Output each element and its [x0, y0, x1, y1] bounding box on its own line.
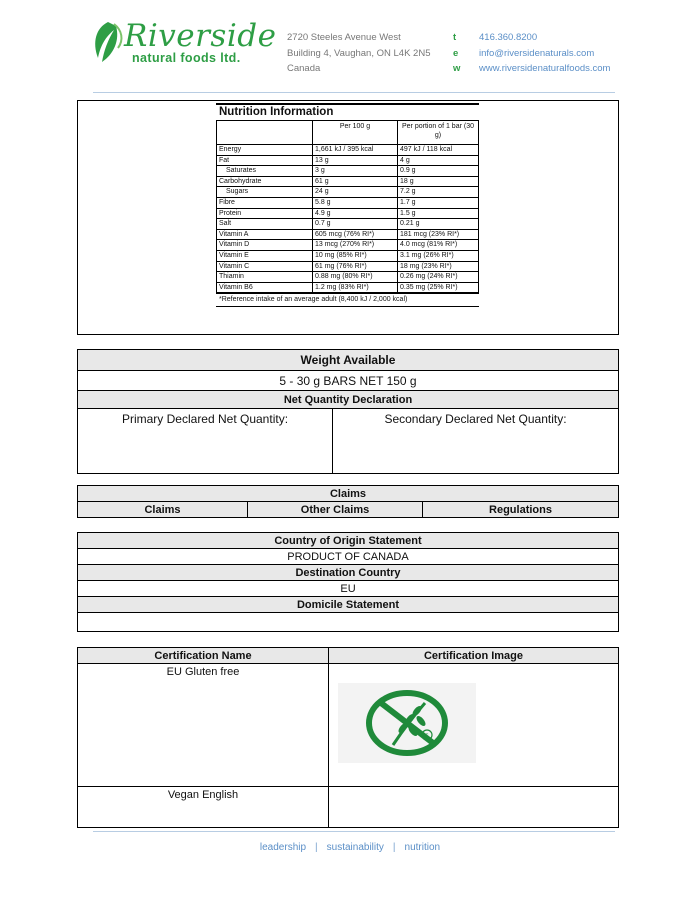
- nutrition-row: [217, 261, 479, 272]
- company-logo-subtitle: natural foods ltd.: [132, 51, 241, 65]
- logo-leaf-icon: [88, 18, 128, 66]
- header-divider: [93, 92, 615, 93]
- regulations-column: Regulations: [423, 502, 619, 518]
- nutrient-per-100g: 61 g: [313, 176, 398, 187]
- svg-text:c: c: [424, 731, 429, 740]
- nutrient-per-100g: 24 g: [313, 187, 398, 198]
- nutrient-per-100g: 10 mg (85% RI*): [313, 250, 398, 261]
- nutrient-per-portion: 0.21 g: [398, 219, 479, 230]
- certification-image-cell: [329, 787, 619, 828]
- certification-name-cell: Vegan English: [78, 787, 329, 828]
- nutrient-per-100g: 3 g: [313, 166, 398, 177]
- nutrient-per-portion: 0.9 g: [398, 166, 479, 177]
- contact-phone: t 416.360.8200: [453, 32, 538, 43]
- nutrition-row: [217, 145, 479, 156]
- certification-image-header: Certification Image: [329, 648, 619, 664]
- nutrient-name: Energy: [217, 145, 313, 156]
- footer-item: leadership: [259, 842, 307, 853]
- certification-image-cell: [329, 664, 619, 787]
- nutrition-row: [217, 187, 479, 198]
- nutrient-per-portion: 7.2 g: [398, 187, 479, 198]
- nutrition-row: [217, 155, 479, 166]
- nutrient-per-portion: 4 g: [398, 155, 479, 166]
- nutrient-per-portion: 1.7 g: [398, 197, 479, 208]
- crossed-grain-icon: [365, 689, 449, 757]
- nutrient-name: Vitamin B6: [217, 282, 313, 293]
- claims-column: Claims: [78, 502, 248, 518]
- weight-section: [77, 349, 619, 474]
- nutrient-per-100g: 4.9 g: [313, 208, 398, 219]
- origin-title: Country of Origin Statement: [78, 533, 619, 549]
- nutrient-name: Fat: [217, 155, 313, 166]
- nutrient-per-portion: 3.1 mg (26% RI*): [398, 250, 479, 261]
- address-line: Building 4, Vaughan, ON L4K 2N5: [287, 47, 431, 59]
- nutrition-row: [217, 272, 479, 283]
- nutrient-per-portion: 1.5 g: [398, 208, 479, 219]
- nutrient-name: Vitamin C: [217, 261, 313, 272]
- nutrient-name: Vitamin D: [217, 240, 313, 251]
- nutrient-name: Sugars: [217, 187, 313, 198]
- net-quantity-title: Net Quantity Declaration: [78, 391, 619, 409]
- origin-value: PRODUCT OF CANADA: [78, 549, 619, 565]
- nutrition-row: [217, 250, 479, 261]
- nutrition-row: [217, 219, 479, 230]
- nutrient-per-100g: 1.2 mg (83% RI*): [313, 282, 398, 293]
- nutrition-row: [217, 229, 479, 240]
- nutrition-row: [217, 240, 479, 251]
- company-logo-wordmark: Riverside: [124, 18, 277, 54]
- nutrition-row: [217, 197, 479, 208]
- footer-tagline: [0, 842, 700, 853]
- other-claims-column: Other Claims: [248, 502, 423, 518]
- nutrient-name: Thiamin: [217, 272, 313, 283]
- address-line: Canada: [287, 63, 321, 74]
- address-line: 2720 Steeles Avenue West: [287, 32, 401, 43]
- nutrient-name: Saturates: [217, 166, 313, 177]
- secondary-net-quantity: Secondary Declared Net Quantity:: [333, 409, 619, 474]
- nutrient-per-100g: 0.7 g: [313, 219, 398, 230]
- certification-name-header: Certification Name: [78, 648, 329, 664]
- nutrient-per-100g: 1,661 kJ / 395 kcal: [313, 145, 398, 156]
- certification-name-cell: EU Gluten free: [78, 664, 329, 787]
- nutrient-name: Vitamin A: [217, 229, 313, 240]
- nutrition-row: [217, 166, 479, 177]
- contact-website: w www.riversidenaturalfoods.com: [453, 63, 611, 74]
- nutrition-header-per100: Per 100 g: [313, 121, 398, 145]
- footer-divider: [93, 831, 615, 832]
- nutrient-per-100g: 5.8 g: [313, 197, 398, 208]
- footer-item: nutrition: [404, 842, 441, 853]
- nutrient-per-portion: 4.0 mcg (81% RI*): [398, 240, 479, 251]
- nutrient-name: Vitamin E: [217, 250, 313, 261]
- nutrition-row: [217, 176, 479, 187]
- primary-net-quantity: Primary Declared Net Quantity:: [78, 409, 333, 474]
- nutrition-row: [217, 208, 479, 219]
- weight-value: 5 - 30 g BARS NET 150 g: [78, 371, 619, 391]
- nutrition-row: [217, 282, 479, 293]
- nutrient-per-100g: 13 mcg (270% RI*): [313, 240, 398, 251]
- nutrient-name: Carbohydrate: [217, 176, 313, 187]
- nutrient-per-100g: 0.88 mg (80% RI*): [313, 272, 398, 283]
- destination-title: Destination Country: [78, 565, 619, 581]
- contact-email: e info@riversidenaturals.com: [453, 47, 595, 59]
- footer-separator: |: [315, 842, 318, 853]
- nutrient-name: Fibre: [217, 197, 313, 208]
- domicile-value: [78, 613, 619, 632]
- nutrient-name: Salt: [217, 219, 313, 230]
- nutrition-footnote: *Reference intake of an average adult (8,400 kJ / 2,000 kcal): [216, 293, 479, 307]
- nutrient-per-portion: 18 mg (23% RI*): [398, 261, 479, 272]
- certification-section: [77, 647, 619, 828]
- weight-title: Weight Available: [78, 350, 619, 371]
- footer-item: sustainability: [326, 842, 384, 853]
- nutrient-per-100g: 13 g: [313, 155, 398, 166]
- nutrient-per-100g: 61 mg (76% RI*): [313, 261, 398, 272]
- nutrition-title: Nutrition Information: [216, 103, 479, 120]
- claims-section: [77, 485, 619, 518]
- nutrient-per-portion: 0.35 mg (25% RI*): [398, 282, 479, 293]
- domicile-title: Domicile Statement: [78, 597, 619, 613]
- company-contact: [453, 30, 610, 77]
- certification-image: [338, 683, 476, 763]
- nutrition-header-blank: [217, 121, 313, 145]
- nutrient-name: Protein: [217, 208, 313, 219]
- origin-section: [77, 532, 619, 632]
- nutrition-table: [216, 103, 479, 307]
- nutrient-per-portion: 18 g: [398, 176, 479, 187]
- nutrient-per-portion: 181 mcg (23% RI*): [398, 229, 479, 240]
- nutrient-per-portion: 497 kJ / 118 kcal: [398, 145, 479, 156]
- nutrition-header-portion: Per portion of 1 bar (30 g): [398, 121, 479, 145]
- nutrient-per-100g: 605 mcg (76% RI*): [313, 229, 398, 240]
- company-address: [287, 30, 430, 77]
- destination-value: EU: [78, 581, 619, 597]
- claims-title: Claims: [78, 486, 619, 502]
- footer-separator: |: [392, 842, 396, 853]
- nutrient-per-portion: 0.26 mg (24% RI*): [398, 272, 479, 283]
